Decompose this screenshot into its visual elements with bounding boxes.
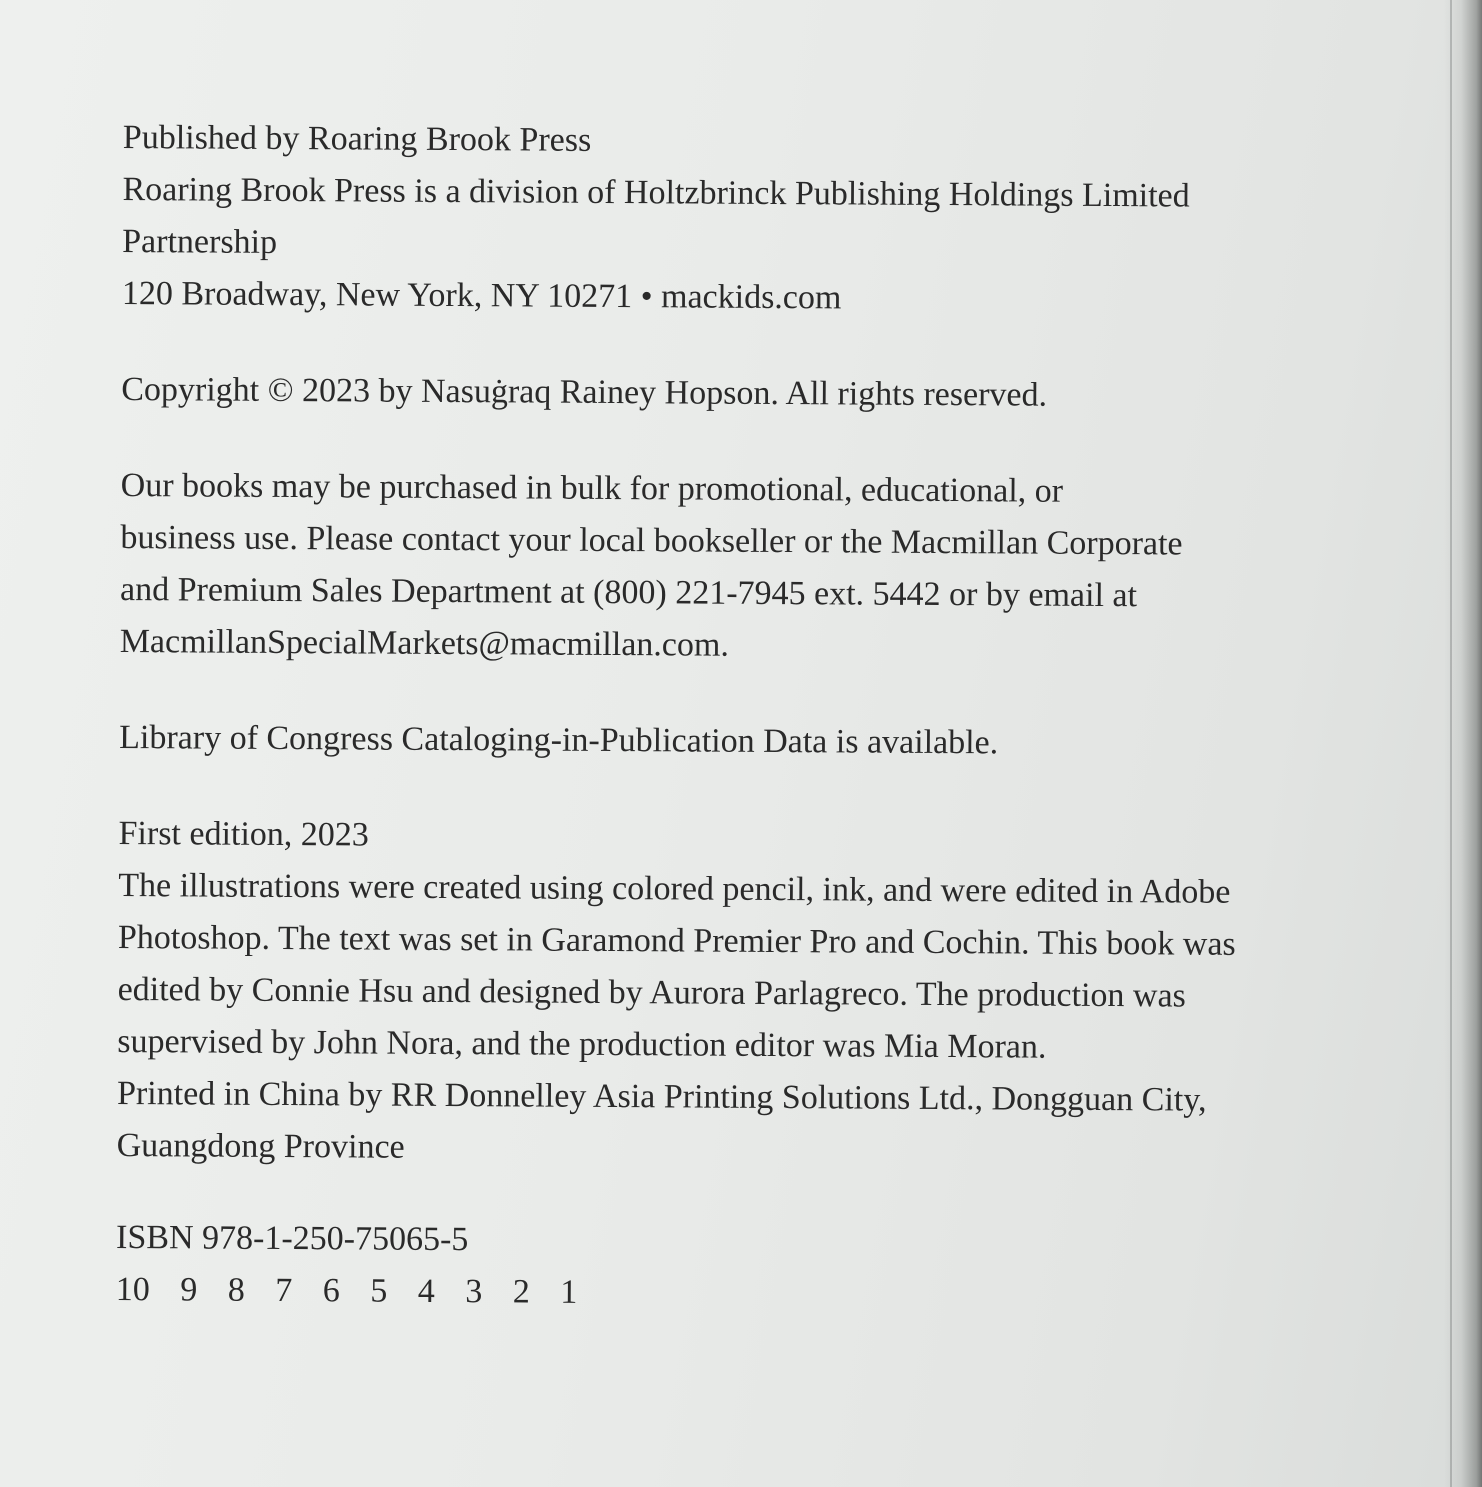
printed-line-2: Guangdong Province xyxy=(116,1126,405,1166)
division-line-2: Partnership xyxy=(122,222,278,261)
bulk-sales-line-2: business use. Please contact your local bookseller or the Macmillan Corporate xyxy=(120,518,1183,563)
cip-notice: Library of Congress Cataloging-in-Publication Data is available. xyxy=(119,718,999,762)
bulk-sales-line-1: Our books may be purchased in bulk for promotional, educational, or xyxy=(120,466,1064,510)
colophon-line-3: edited by Connie Hsu and designed by Aurora Parlagreco. The production was xyxy=(117,970,1186,1015)
copyright-text-block xyxy=(116,112,1343,1323)
division-line-1: Roaring Brook Press is a division of Holtzbrinck Publishing Holdings Limited xyxy=(122,170,1190,215)
bulk-sales-email: MacmillanSpecialMarkets@macmillan.com. xyxy=(119,622,730,664)
colophon-line-1: The illustrations were created using colored pencil, ink, and were edited in Adobe xyxy=(118,866,1231,911)
colophon-line-2: Photoshop. The text was set in Garamond Premier Pro and Cochin. This book was xyxy=(117,918,1236,963)
colophon-line-4: supervised by John Nora, and the production editor was Mia Moran. xyxy=(117,1022,1047,1066)
published-by-line: Published by Roaring Brook Press xyxy=(122,118,592,159)
spacer xyxy=(121,416,1341,467)
printing-line-numbers: 10 9 8 7 6 5 4 3 2 1 xyxy=(115,1270,578,1311)
printed-line-1: Printed in China by RR Donnelley Asia Printing Solutions Ltd., Dongguan City, xyxy=(116,1074,1207,1119)
spacer xyxy=(121,320,1341,371)
bulk-sales-line-3: and Premium Sales Department at (800) 221-7945 ext. 5442 or by email at xyxy=(119,570,1138,615)
page-edge-line xyxy=(1450,0,1452,1487)
publisher-address: 120 Broadway, New York, NY 10271 • mackids.com xyxy=(121,274,842,317)
spacer xyxy=(119,764,1339,815)
copyright-notice: Copyright © 2023 by Nasuġraq Rainey Hopson. All rights reserved. xyxy=(121,370,1048,414)
spacer xyxy=(119,668,1339,719)
first-edition: First edition, 2023 xyxy=(118,814,369,854)
isbn: ISBN 978-1-250-75065-5 xyxy=(116,1218,469,1259)
